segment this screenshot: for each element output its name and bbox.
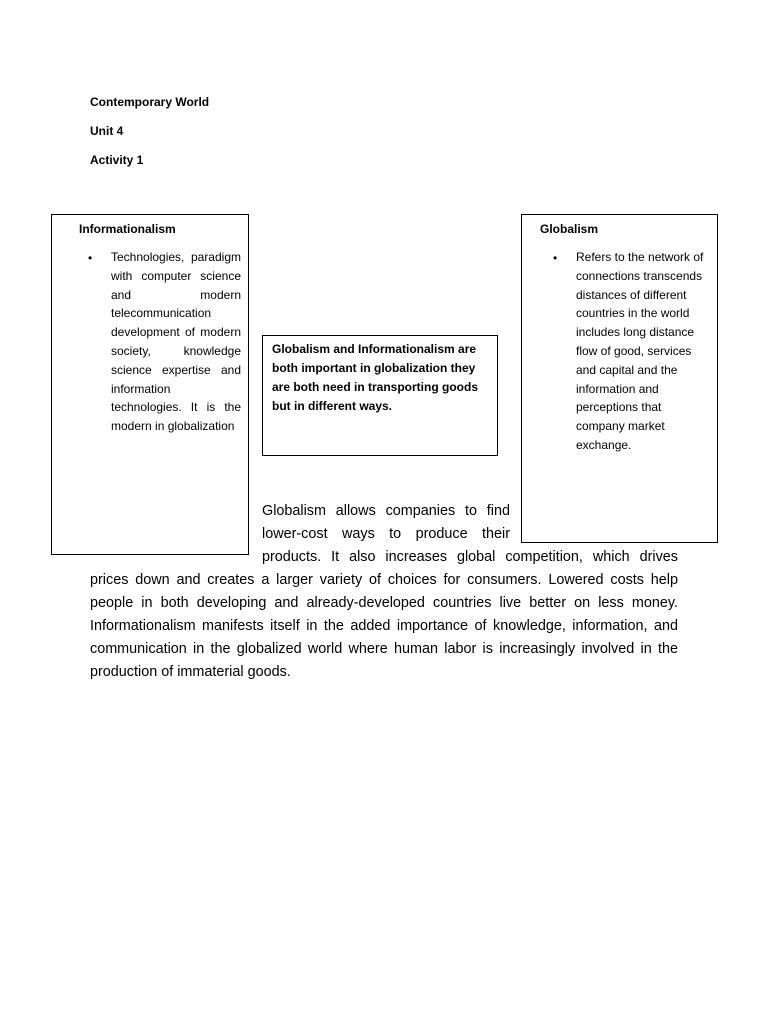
course-title: Contemporary World bbox=[90, 95, 210, 109]
globalism-box bbox=[521, 214, 718, 543]
comparison-box bbox=[262, 335, 498, 456]
informationalism-title: Informationalism bbox=[79, 222, 176, 236]
bullet-icon: • bbox=[553, 251, 558, 265]
globalism-bullet-text: Refers to the network of connections transcends distances of different countries in the world includes long distance flow of good, services and capital and the information and perceptions that company market exchange. bbox=[576, 250, 704, 452]
informationalism-bullet-text: Technologies, paradigm with computer science and modern telecommunication development of modern society, knowledge science expertise and information technologies. It is the modern in globalization bbox=[111, 250, 241, 434]
unit-label: Unit 4 bbox=[90, 124, 124, 138]
comparison-text: Globalism and Informationalism are both important in globalization they are both need in transporting goods but in different ways. bbox=[272, 342, 479, 413]
body-paragraph-text: Globalism allows companies to find lower-cost ways to produce their products. It also increases global competition, which drives prices down and creates a larger variety of choices for consumers. Lowered costs help people in both developing and already-developed countries live better on less money. Informationalism manifests itself in the added importance of knowledge, information, and communication in the globalized world where human labor is increasingly involved in the production of immaterial goods. bbox=[90, 503, 678, 680]
informationalism-box bbox=[51, 214, 249, 555]
globalism-title: Globalism bbox=[540, 222, 599, 236]
activity-label: Activity 1 bbox=[90, 153, 144, 167]
bullet-icon: • bbox=[88, 251, 93, 265]
